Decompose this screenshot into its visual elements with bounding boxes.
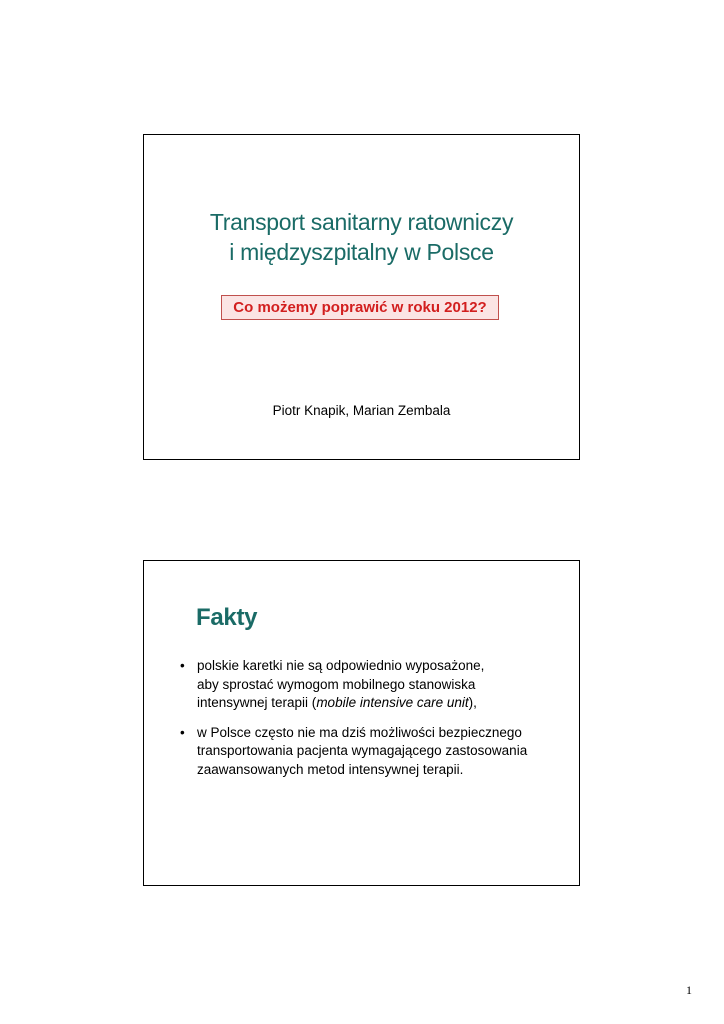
title-line-1: Transport sanitarny ratowniczy	[209, 209, 514, 235]
bullet-item	[180, 657, 570, 713]
presentation-title	[144, 207, 579, 267]
title-line-2: i międzyszpitalny w Polsce	[229, 239, 494, 265]
bullet-item	[180, 724, 570, 780]
bullet-icon: •	[180, 724, 185, 740]
bullet-text-italic: mobile intensive care unit	[316, 695, 469, 710]
bullet-text-line	[197, 694, 570, 713]
slide-heading: Fakty	[196, 604, 258, 631]
bullet-text-line: zaawansowanych metod intensywnej terapii.	[197, 761, 464, 777]
bullet-text-line: transportowania pacjenta wymagającego zastosowania	[197, 743, 528, 758]
page-number: 1	[686, 983, 692, 997]
bullet-text-segment: intensywnej terapii (	[197, 695, 317, 710]
bullet-text-line: polskie karetki nie są odpowiednio wyposażone,	[197, 658, 485, 673]
subtitle-callout: Co możemy poprawić w roku 2012?	[221, 295, 499, 320]
slide-facts	[143, 560, 580, 886]
bullet-text-line: aby sprostać wymogom mobilnego stanowiska	[197, 676, 476, 692]
bullet-icon: •	[180, 658, 185, 673]
bullet-list	[180, 657, 570, 790]
authors: Piotr Knapik, Marian Zembala	[272, 403, 451, 418]
bullet-text-segment: ),	[468, 695, 477, 710]
slide-title	[143, 134, 580, 460]
bullet-text-line: w Polsce często nie ma dziś możliwości bezpiecznego	[197, 724, 522, 740]
